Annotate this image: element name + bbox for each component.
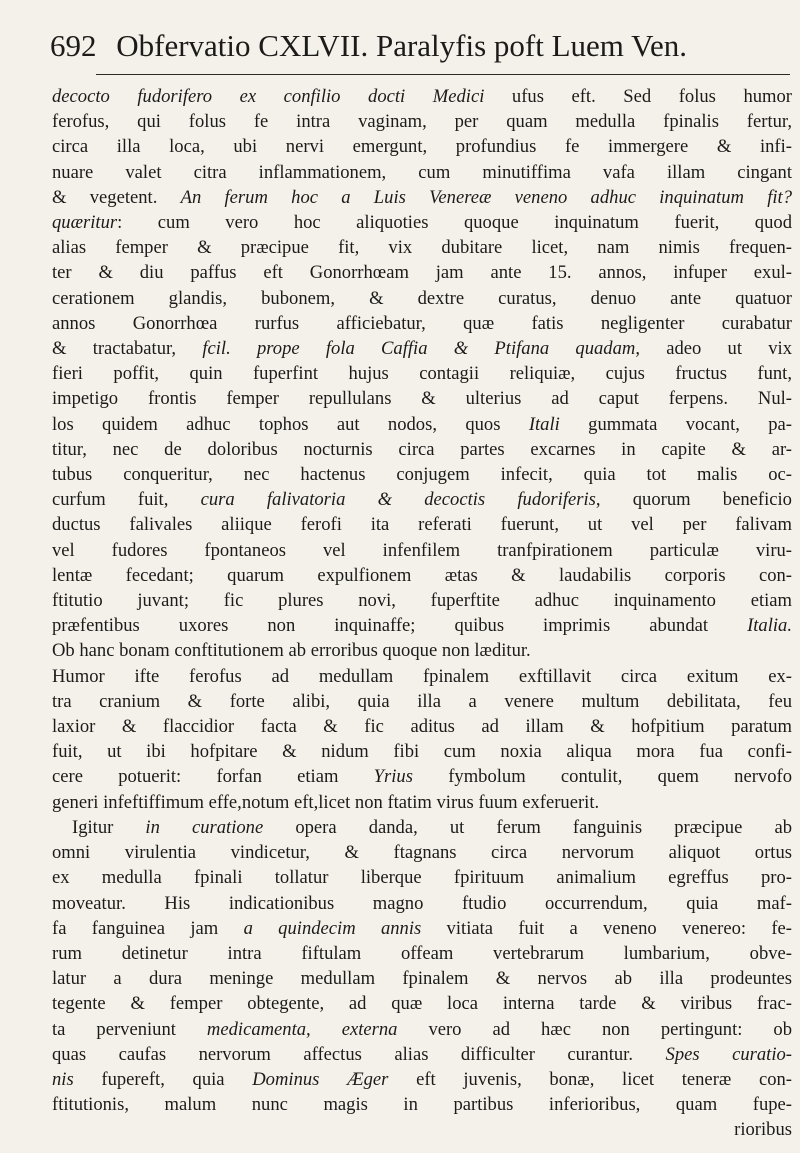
text-line (52, 664, 792, 689)
text-span: ftitutio juvant; fic plures novi, fuperftite adhuc inquinamento etiam (52, 590, 792, 612)
text-line (52, 185, 792, 210)
text-span: nuare valet citra inflammationem, cum minutiffima vafa illam cingant (52, 161, 792, 183)
text-line (52, 286, 792, 311)
text-line (52, 865, 792, 890)
text-span: gummata vocant, pa- (559, 413, 792, 435)
text-line (52, 386, 792, 411)
header-rule (96, 74, 790, 75)
text-span: annos Gonorrhœa rurfus afficiebatur, quæ fatis negligenter curabatur (52, 312, 792, 334)
text-line (52, 941, 792, 966)
text-span: tegente & femper obtegente, ad quæ loca interna tarde & viribus frac- (52, 993, 792, 1015)
text-span: & tractabatur, (52, 338, 203, 360)
running-title: Obfervatio CXLVII. Paralyfis poft Luem Ven. (116, 28, 688, 63)
text-line (52, 462, 792, 487)
text-line (52, 790, 792, 815)
text-line (52, 160, 792, 185)
italic-span: An ferum hoc a Luis Venereæ veneno adhuc inquinatum fit? (180, 186, 792, 208)
text-line (52, 487, 792, 512)
text-line (52, 891, 792, 916)
italic-span: Itali (528, 413, 560, 435)
text-line (52, 815, 792, 840)
text-span: curfum fuit, (52, 489, 201, 511)
text-line (52, 638, 792, 663)
text-line (52, 966, 792, 991)
text-line (52, 764, 792, 789)
text-span: alias femper & præcipue fit, vix dubitare licet, nam nimis frequen- (52, 237, 792, 259)
text-line (52, 689, 792, 714)
text-span: fuit, ut ibi hofpitare & nidum fibi cum noxia aliqua mora fua confi- (52, 741, 792, 763)
text-span: quas caufas nervorum affectus alias difficulter curantur. (52, 1043, 666, 1065)
text-span: ex medulla fpinali tollatur liberque fpirituum animalium egreffus pro- (52, 867, 792, 889)
text-span: præfentibus uxores non inquinaffe; quibus imprimis abundat (52, 615, 748, 637)
italic-span: quæritur (52, 212, 118, 234)
text-span: , adeo ut vix (635, 338, 792, 360)
text-span: generi infeftiffimum effe,notum eft,licet non ftatim virus fuum exferuerit. (52, 791, 600, 813)
text-span: : cum vero hoc aliquoties quoque inquinatum fuerit, quod (117, 212, 792, 234)
italic-span: nis (52, 1068, 74, 1090)
text-span: ufus eft. Sed folus humor (484, 86, 792, 107)
text-line (52, 1067, 792, 1092)
text-line (52, 991, 792, 1016)
italic-span: Yrius (373, 766, 413, 788)
italic-span: in curatione (145, 816, 264, 838)
text-span: Igitur (72, 816, 146, 838)
text-line (52, 563, 792, 588)
text-line (52, 109, 792, 134)
text-span: cere potuerit: forfan etiam (52, 766, 374, 788)
text-line (52, 714, 792, 739)
text-line (52, 311, 792, 336)
text-span: opera danda, ut ferum fanguinis præcipue ab (263, 816, 792, 838)
text-span: tra cranium & forte alibi, quia illa a venere multum debilitata, feu (52, 690, 792, 712)
text-line (52, 260, 792, 285)
text-span: ferofus, qui folus fe intra vaginam, per quam medulla fpinalis fertur, (52, 111, 792, 133)
text-line (52, 336, 792, 361)
text-span: fupereft, quia (73, 1068, 253, 1090)
text-span: eft juvenis, bonæ, licet teneræ con- (388, 1068, 792, 1090)
text-span: latur a dura meninge medullam fpinalem & nervos ab illa prodeuntes (52, 968, 792, 990)
italic-span: Italia. (747, 615, 792, 637)
text-span: fieri poffit, quin fuperfint hujus contagii reliquiæ, cujus fructus funt, (52, 363, 792, 385)
text-line (52, 412, 792, 437)
text-span: vero ad hæc non pertingunt: ob (397, 1018, 793, 1040)
text-line (52, 361, 792, 386)
text-line (52, 235, 792, 260)
italic-span: cura falivatoria & decoctis fudoriferis (200, 489, 596, 511)
body-text (52, 84, 792, 1143)
text-line (52, 84, 792, 109)
text-line (52, 512, 792, 537)
italic-span: decocto fudorifero ex confilio docti Medici (52, 86, 485, 107)
italic-span: Dominus Æger (252, 1068, 389, 1090)
text-line (52, 1017, 792, 1042)
text-span: vitiata fuit a veneno venereo: fe- (421, 917, 792, 939)
italic-span: fcil. prope fola Caffia & Ptifana quadam (202, 338, 636, 360)
running-header (50, 16, 792, 76)
text-span: cerationem glandis, bubonem, & dextre curatus, denuo ante quatuor (52, 287, 792, 309)
text-line (52, 1042, 792, 1067)
text-line (52, 1117, 792, 1142)
text-span: rioribus (734, 1119, 792, 1141)
text-span: fa fanguinea jam (52, 917, 244, 939)
text-span: los quidem adhuc tophos aut nodos, quos (52, 413, 529, 435)
text-span: titur, nec de doloribus nocturnis circa partes excarnes in capite & ar- (52, 438, 792, 460)
text-line (52, 840, 792, 865)
text-line (52, 588, 792, 613)
text-line (52, 739, 792, 764)
text-span: moveatur. His indicationibus magno ftudio occurrendum, quia maf- (52, 892, 792, 914)
italic-span: medicamenta, externa (206, 1018, 398, 1040)
italic-span: a quindecim annis (243, 917, 422, 939)
text-line (52, 134, 792, 159)
text-span: tubus conqueritur, nec hactenus conjugem infecit, quia tot malis oc- (52, 464, 792, 486)
italic-span: Spes curatio- (665, 1043, 793, 1065)
text-span: Humor ifte ferofus ad medullam fpinalem exftillavit circa exitum ex- (52, 665, 792, 687)
text-line (52, 538, 792, 563)
text-line (52, 210, 792, 235)
text-span: omni virulentia vindicetur, & ftagnans circa nervorum aliquot ortus (52, 842, 792, 864)
page-number: 692 (50, 28, 97, 63)
text-span: rum detinetur intra fiftulam offeam vertebrarum lumbarium, obve- (52, 942, 792, 964)
text-span: & vegetent. (52, 186, 181, 208)
text-span: Ob hanc bonam conftitutionem ab erroribus quoque non læditur. (52, 640, 531, 662)
text-span: ta perveniunt (52, 1018, 207, 1040)
text-span: fymbolum contulit, quem nervofo (412, 766, 793, 788)
text-span: ter & diu paffus eft Gonorrhœam jam ante 15. annos, infuper exul- (52, 262, 792, 284)
text-span: lentæ fecedant; quarum expulfionem ætas & laudabilis corporis con- (52, 564, 792, 586)
text-span: vel fudores fpontaneos vel infenfilem tranfpirationem particulæ viru- (52, 539, 792, 561)
text-line (52, 437, 792, 462)
text-line (52, 1092, 792, 1117)
text-span: ductus falivales aliique ferofi ita referati fuerunt, ut vel per falivam (52, 514, 792, 536)
text-span: impetigo frontis femper repullulans & ulterius ad caput ferpens. Nul- (52, 388, 792, 410)
text-span: ftitutionis, malum nunc magis in partibus inferioribus, quam fupe- (52, 1094, 792, 1116)
text-span: circa illa loca, ubi nervi emergunt, profundius fe immergere & infi- (52, 136, 792, 158)
text-span: , quorum beneficio (595, 489, 792, 511)
text-span: laxior & flaccidior facta & fic aditus ad illam & hofpitium paratum (52, 716, 792, 738)
text-line (52, 916, 792, 941)
text-line (52, 613, 792, 638)
